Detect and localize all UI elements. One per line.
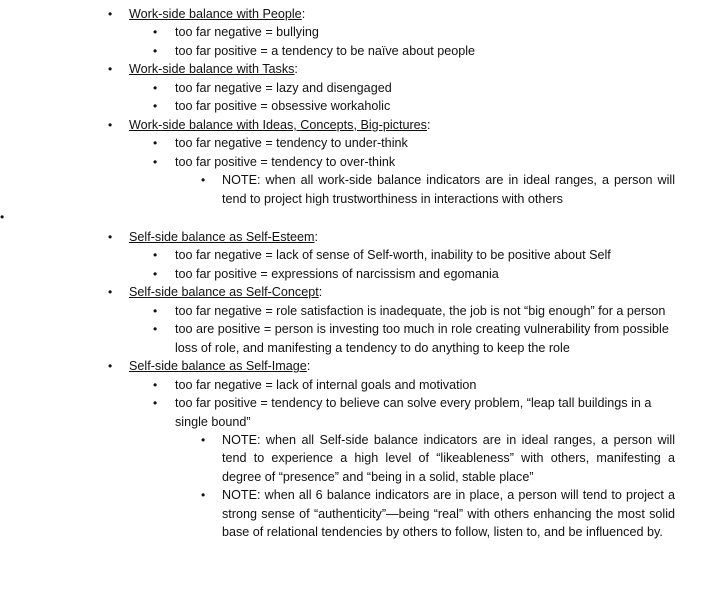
- list-item: • too far negative = tendency to under-think: [0, 134, 675, 152]
- colon: :: [306, 359, 311, 374]
- section-heading: [0, 60, 675, 78]
- section-heading: [0, 228, 675, 246]
- heading-text: Work-side balance with Tasks: [129, 62, 295, 77]
- list-item: • too far negative = lazy and disengaged: [0, 79, 675, 97]
- colon: :: [426, 117, 431, 132]
- colon: :: [294, 62, 298, 77]
- note-item: • NOTE: when all Self-side balance indicators are in ideal ranges, a person will tend to experience a high level of “likeableness” with others, manifesting a degree of “presence” and “being in a solid, stable place”: [0, 431, 675, 486]
- note-item: • NOTE: when all work-side balance indicators are in ideal ranges, a person will tend to project high trustworthiness in interactions with others: [0, 171, 675, 208]
- heading-text: Self-side balance as Self-Image: [129, 359, 307, 374]
- list-item: • too far positive = tendency to over-think: [0, 153, 675, 171]
- heading-text: Work-side balance with Ideas, Concepts, Big-pictures: [129, 117, 427, 132]
- heading-text: Work-side balance with People: [129, 7, 302, 21]
- spacer: [0, 208, 727, 228]
- list-item: • too are positive = person is investing too much in role creating vulnerability from possible loss of role, and manifesting a tendency to do anything to keep the role: [0, 320, 675, 357]
- document-body: [0, 5, 727, 542]
- colon: :: [314, 229, 318, 244]
- colon: :: [318, 285, 323, 300]
- colon: :: [301, 7, 306, 21]
- note-item: • NOTE: when all 6 balance indicators are in place, a person will tend to project a strong sense of “authenticity”—being “real” with others enhancing the most solid base of relational tendencies by others to follow, listen to, and be influenced by.: [0, 486, 675, 541]
- heading-text: Self-side balance as Self-Concept: [129, 285, 319, 300]
- list-item: • too far positive = a tendency to be naïve about people: [0, 42, 675, 60]
- list-item: • too far negative = lack of internal goals and motivation: [0, 376, 675, 394]
- list-item: • too far positive = expressions of narcissism and egomania: [0, 265, 675, 283]
- list-item: • too far negative = role satisfaction is inadequate, the job is not “big enough” for a person: [0, 302, 675, 320]
- list-item: • too far positive = tendency to believe can solve every problem, “leap tall buildings in a single bound”: [0, 394, 675, 431]
- list-item: • too far positive = obsessive workaholic: [0, 97, 675, 115]
- section-heading: [0, 116, 675, 134]
- list-item: • too far negative = lack of sense of Self-worth, inability to be positive about Self: [0, 246, 675, 264]
- section-heading: [0, 283, 675, 301]
- section-heading: [0, 357, 675, 375]
- list-item: • too far negative = bullying: [0, 23, 675, 41]
- heading-text: Self-side balance as Self-Esteem: [129, 229, 315, 244]
- balance-list: [0, 5, 727, 542]
- section-heading: [0, 5, 675, 23]
